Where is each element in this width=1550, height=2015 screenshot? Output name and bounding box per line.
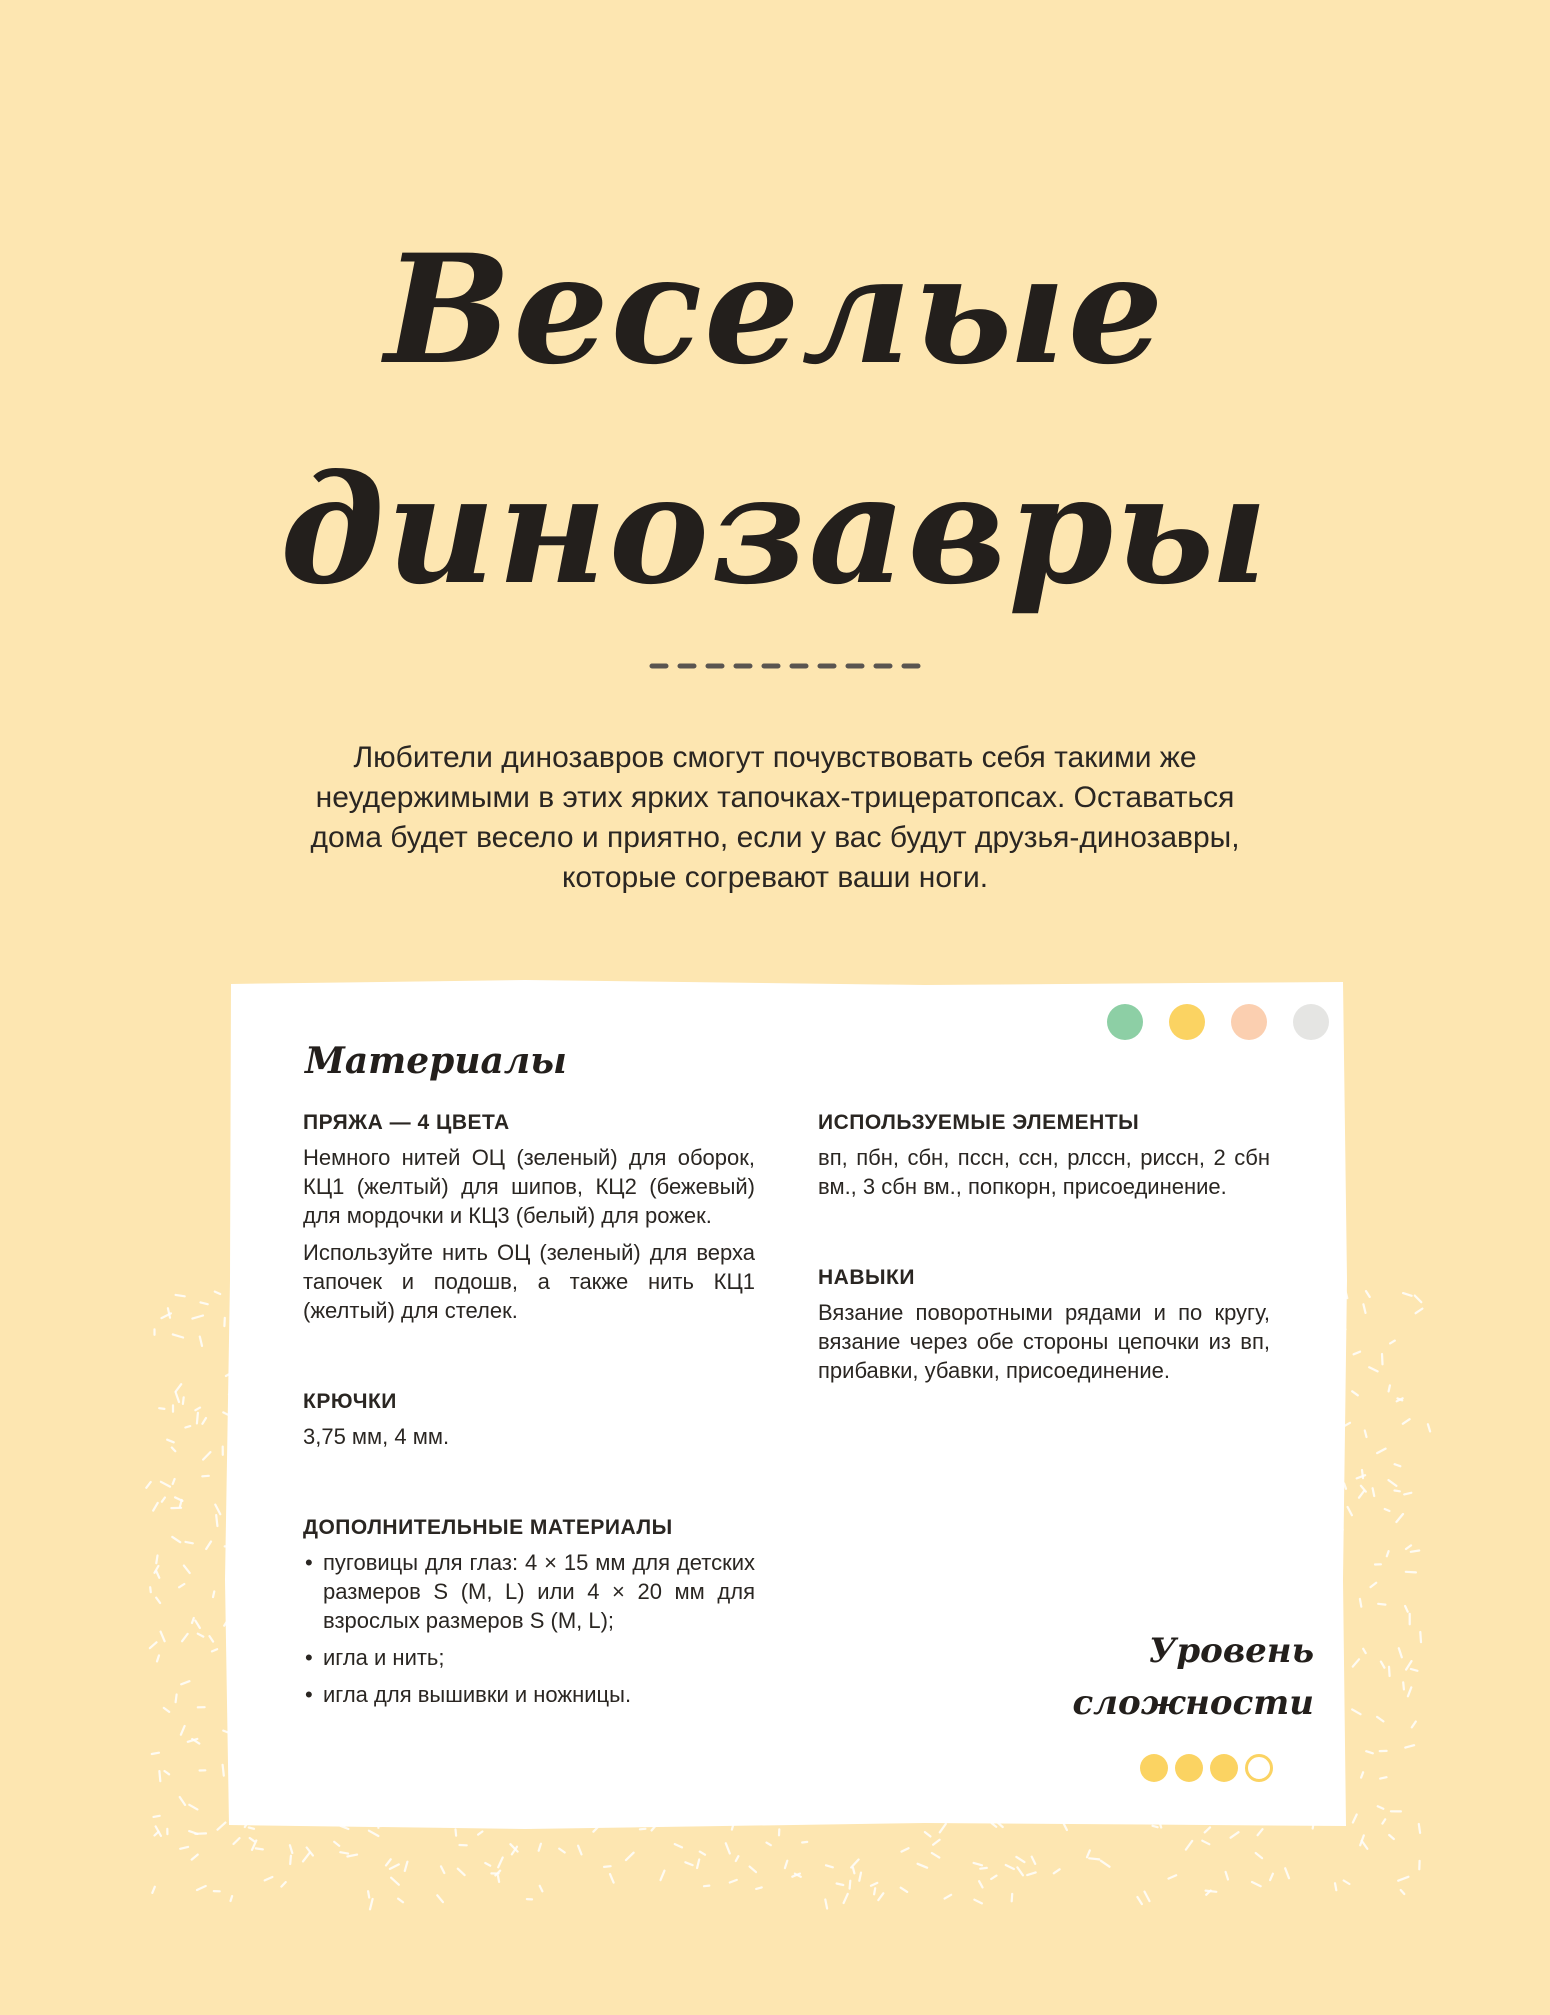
- sprinkle: [1252, 1882, 1261, 1886]
- sprinkle: [1087, 1850, 1090, 1857]
- sprinkle: [1186, 1841, 1192, 1850]
- sprinkle: [1362, 1470, 1363, 1478]
- sprinkle: [1371, 1583, 1377, 1587]
- sprinkle: [1226, 1872, 1228, 1880]
- left-column: [303, 1108, 755, 1717]
- sprinkle: [173, 1334, 183, 1337]
- sprinkle: [153, 1503, 158, 1511]
- sprinkle: [1389, 1667, 1390, 1676]
- sprinkle: [172, 1448, 176, 1452]
- sprinkle: [1354, 1352, 1361, 1355]
- sprinkle: [1017, 1867, 1023, 1875]
- sprinkle: [1352, 1709, 1360, 1714]
- sprinkle: [203, 1452, 210, 1460]
- sprinkle: [853, 1868, 855, 1874]
- sprinkle: [182, 1634, 188, 1641]
- right-column: [818, 1108, 1270, 1393]
- sprinkle: [180, 1797, 185, 1805]
- hooks-text: 3,75 мм, 4 мм.: [303, 1424, 450, 1449]
- sprinkle: [1369, 1367, 1377, 1371]
- sprinkle: [1406, 1545, 1411, 1549]
- sprinkle: [1352, 1391, 1358, 1395]
- sprinkle: [176, 1384, 182, 1391]
- sprinkle: [202, 1418, 206, 1424]
- sprinkle: [685, 1862, 692, 1865]
- sprinkle: [932, 1853, 939, 1858]
- sprinkle: [197, 1413, 198, 1424]
- sprinkle: [456, 1829, 457, 1835]
- sprinkle: [1366, 1751, 1373, 1753]
- sprinkle: [1366, 1291, 1370, 1297]
- sprinkle: [1353, 1659, 1359, 1666]
- sprinkle: [159, 1408, 164, 1409]
- sprinkle: [152, 1753, 159, 1754]
- sprinkle: [164, 1708, 169, 1712]
- sprinkle: [1396, 1514, 1403, 1522]
- sprinkle: [902, 1848, 909, 1851]
- sprinkle: [212, 1649, 217, 1651]
- sprinkle: [441, 1866, 444, 1873]
- skills-title: НАВЫКИ: [818, 1266, 915, 1289]
- sprinkle: [610, 1874, 614, 1883]
- sprinkle: [198, 1634, 204, 1637]
- sprinkle: [661, 1871, 665, 1881]
- sprinkle: [1387, 1551, 1389, 1556]
- sprinkle: [1403, 1293, 1412, 1296]
- sprinkle: [1399, 1648, 1402, 1657]
- sprinkle: [1270, 1874, 1273, 1880]
- sprinkle: [736, 1856, 739, 1861]
- sprinkle: [1054, 1869, 1060, 1873]
- sprinkle: [704, 1886, 709, 1887]
- sprinkle: [157, 1655, 159, 1661]
- sprinkle: [1359, 1491, 1364, 1498]
- sprinkle: [767, 1843, 771, 1846]
- sprinkle: [215, 1505, 220, 1515]
- sprinkle: [871, 1883, 877, 1886]
- sprinkle: [250, 1838, 254, 1841]
- sprinkle: [176, 1392, 179, 1402]
- sprinkle: [901, 1888, 908, 1892]
- list-item: • игла и нить;: [303, 1643, 755, 1672]
- sprinkle: [195, 1408, 200, 1411]
- sprinkle: [290, 1845, 292, 1853]
- sprinkle: [1395, 1491, 1400, 1492]
- sprinkle: [559, 1849, 565, 1853]
- sprinkle: [206, 1542, 211, 1550]
- sprinkle: [347, 1855, 357, 1857]
- sprinkle: [223, 1765, 224, 1776]
- difficulty-dot: [1245, 1754, 1273, 1782]
- sprinkle: [1231, 1832, 1239, 1838]
- sprinkle: [1405, 1606, 1408, 1612]
- sprinkle: [974, 1900, 982, 1904]
- sprinkle: [874, 1888, 875, 1894]
- sprinkle: [195, 1621, 200, 1628]
- sprinkle: [156, 1556, 157, 1564]
- sprinkle: [933, 1840, 940, 1845]
- list-item: • пуговицы для глаз: 4 × 15 мм для детских размеров S (M, L) или 4 × 20 мм для взрослых размеров S (M, L);: [303, 1548, 755, 1635]
- sprinkle: [1401, 1890, 1405, 1894]
- sprinkle: [700, 1852, 705, 1855]
- sprinkle: [1353, 1815, 1357, 1823]
- sprinkle: [281, 1882, 285, 1887]
- sprinkle: [167, 1440, 174, 1443]
- sprinkle: [161, 1482, 170, 1487]
- sprinkle: [991, 1876, 996, 1879]
- sprinkle: [176, 1695, 177, 1703]
- sprinkle: [181, 1681, 189, 1684]
- elements-title: ИСПОЛЬЗУЕМЫЕ ЭЛЕМЕНТЫ: [818, 1111, 1140, 1134]
- difficulty-line-2: сложности: [1072, 1683, 1314, 1723]
- difficulty-dot: [1175, 1754, 1203, 1782]
- sprinkle: [498, 1858, 503, 1868]
- sprinkle: [368, 1891, 369, 1897]
- sprinkle: [154, 1816, 160, 1817]
- sprinkle: [215, 1292, 220, 1294]
- sprinkle: [398, 1899, 403, 1903]
- sprinkle: [750, 1867, 756, 1873]
- sprinkle: [1411, 1669, 1418, 1671]
- sprinkle: [1408, 1687, 1411, 1696]
- sprinkle: [165, 1771, 170, 1774]
- sprinkle: [192, 1618, 194, 1623]
- sprinkle: [391, 1878, 399, 1885]
- sprinkle: [1169, 1875, 1177, 1878]
- sprinkle: [844, 1894, 848, 1903]
- sprinkle: [210, 1636, 214, 1641]
- sprinkle: [1405, 1745, 1414, 1747]
- sprinkle: [1145, 1892, 1150, 1902]
- sprinkle: [1389, 1480, 1397, 1486]
- sprinkle: [498, 1876, 499, 1882]
- sprinkle: [340, 1852, 348, 1853]
- yarn-paragraph-2: Используйте нить ОЦ (зеленый) для верха тапочек и подошв, а также нить КЦ1 (желтый) для стелек.: [303, 1240, 755, 1323]
- sprinkle: [1385, 1509, 1390, 1511]
- sprinkle: [1381, 1662, 1385, 1668]
- sprinkle: [802, 1842, 807, 1843]
- dashed-divider: [640, 656, 940, 676]
- sprinkle: [290, 1856, 291, 1864]
- sprinkle: [1027, 1872, 1036, 1875]
- extra-materials-list: [303, 1548, 755, 1709]
- sprinkle: [1406, 1572, 1416, 1573]
- sprinkle: [1202, 1841, 1209, 1845]
- sprinkle: [1420, 1632, 1421, 1642]
- difficulty-line-1: Уровень: [1148, 1631, 1314, 1671]
- sprinkle: [189, 1805, 197, 1810]
- sprinkle: [945, 1895, 952, 1899]
- sprinkle: [192, 1855, 198, 1860]
- sprinkle: [201, 1302, 208, 1304]
- sprinkle: [675, 1844, 682, 1847]
- sprinkle: [1365, 1431, 1367, 1438]
- sprinkle: [1361, 1772, 1363, 1777]
- sprinkle: [156, 1571, 159, 1578]
- color-dot-green: [1107, 1004, 1143, 1040]
- sprinkle: [1419, 1824, 1420, 1833]
- sprinkle: [265, 1877, 273, 1880]
- sprinkle: [1016, 1857, 1024, 1862]
- sprinkle: [1206, 1891, 1217, 1892]
- difficulty-dot: [1140, 1754, 1168, 1782]
- sprinkle: [730, 1880, 737, 1883]
- difficulty-heading: [1072, 1625, 1314, 1729]
- sprinkle: [1403, 1419, 1410, 1424]
- sprinkle: [756, 1887, 762, 1889]
- sprinkle: [578, 1846, 581, 1855]
- sprinkle: [189, 1831, 197, 1834]
- sprinkle: [825, 1900, 827, 1909]
- sprinkle: [183, 1397, 184, 1404]
- sprinkle: [1428, 1424, 1430, 1431]
- list-item: • игла для вышивки и ножницы.: [303, 1680, 755, 1709]
- sprinkle: [152, 1887, 155, 1893]
- sprinkle: [925, 1832, 931, 1836]
- sprinkle: [1101, 1861, 1110, 1867]
- page-title-line-2: динозавры: [280, 442, 1270, 618]
- sprinkle: [1360, 1599, 1361, 1607]
- sprinkle: [150, 1587, 151, 1592]
- sprinkle: [1382, 1819, 1385, 1823]
- sprinkle: [918, 1864, 928, 1868]
- sprinkle: [176, 1295, 185, 1296]
- sprinkle: [1032, 1857, 1036, 1864]
- sprinkle: [785, 1861, 787, 1868]
- sprinkle: [1256, 1853, 1262, 1858]
- extra-materials-title: ДОПОЛНИТЕЛЬНЫЕ МАТЕРИАЛЫ: [303, 1516, 673, 1539]
- sprinkle: [172, 1537, 180, 1542]
- sprinkle: [1344, 1881, 1350, 1885]
- color-dot-yellow: [1169, 1004, 1205, 1040]
- sprinkle: [386, 1859, 391, 1865]
- sprinkle: [179, 1584, 184, 1587]
- sprinkle: [1389, 1385, 1390, 1391]
- sprinkle: [726, 1843, 730, 1853]
- sprinkle: [197, 1886, 206, 1890]
- hooks-title: КРЮЧКИ: [303, 1390, 397, 1413]
- page-title-line-1: Веселые: [384, 222, 1166, 398]
- sprinkle: [192, 1316, 203, 1319]
- sprinkle: [231, 1896, 233, 1901]
- sprinkle: [697, 1860, 699, 1869]
- sprinkle: [1006, 1865, 1014, 1869]
- sprinkle: [1389, 1835, 1394, 1839]
- materials-card: [225, 980, 1350, 1830]
- sprinkle: [1377, 1717, 1383, 1722]
- yarn-paragraph-1: Немного нитей ОЦ (зеленый) для оборок, КЦ1 (желтый) для шипов, КЦ2 (бежевый) для мордочки и КЦ3 (белый) для рожек.: [303, 1145, 755, 1228]
- sprinkle: [485, 1863, 490, 1866]
- elements-text: вп, пбн, сбн, пссн, ссн, рлссн, риссн, 2 сбн вм., 3 сбн вм., попкорн, присоединение.: [818, 1145, 1270, 1199]
- sprinkle: [1416, 1309, 1423, 1314]
- sprinkle: [184, 1566, 190, 1573]
- sprinkle: [162, 1498, 165, 1502]
- sprinkle: [159, 1771, 160, 1781]
- skills-text: Вязание поворотными рядами и по кругу, вязание через обе стороны цепочки из вп, прибавки, убавки, присоединение.: [818, 1300, 1270, 1383]
- sprinkle: [974, 1863, 982, 1865]
- sprinkle: [1373, 1488, 1375, 1496]
- sprinkle: [369, 1831, 379, 1836]
- sprinkle: [604, 1866, 611, 1867]
- difficulty-dot: [1210, 1754, 1238, 1782]
- sprinkle: [150, 1642, 157, 1648]
- sprinkle: [539, 1844, 541, 1851]
- sprinkle: [837, 1884, 844, 1886]
- sprinkle: [826, 1865, 833, 1867]
- sprinkle: [1378, 1806, 1384, 1809]
- sprinkle: [1412, 1722, 1416, 1728]
- sprinkle: [626, 1853, 634, 1860]
- sprinkle: [478, 1832, 482, 1835]
- sprinkle: [1411, 1551, 1419, 1552]
- sprinkle: [1363, 1649, 1366, 1653]
- sprinkle: [390, 1864, 399, 1869]
- sprinkle: [980, 1868, 987, 1869]
- sprinkle: [173, 1479, 175, 1484]
- sprinkle: [405, 1862, 408, 1871]
- sprinkle: [1137, 1897, 1142, 1904]
- color-dot-grey: [1293, 1004, 1329, 1040]
- sprinkle: [1285, 1868, 1289, 1878]
- sprinkle: [334, 1842, 339, 1846]
- sprinkle: [850, 1881, 851, 1889]
- sprinkle: [859, 1873, 861, 1881]
- sprinkle: [1363, 1304, 1365, 1313]
- sprinkle: [234, 1838, 240, 1844]
- yarn-title: ПРЯЖА — 4 ЦВЕТА: [303, 1111, 510, 1134]
- sprinkle: [1258, 1829, 1263, 1835]
- sprinkle: [216, 1515, 217, 1526]
- sprinkle: [1012, 1894, 1013, 1902]
- sprinkle: [1378, 1604, 1385, 1605]
- sprinkle: [1089, 1858, 1099, 1859]
- sprinkle: [458, 1869, 465, 1875]
- sprinkle: [185, 1426, 190, 1427]
- sprinkle: [1403, 1682, 1404, 1689]
- sprinkle: [1390, 1341, 1395, 1344]
- sprinkle: [303, 1853, 310, 1862]
- sprinkle: [1335, 1883, 1336, 1890]
- sprinkle: [1404, 1493, 1411, 1495]
- sprinkle: [161, 1632, 165, 1642]
- sprinkle: [256, 1848, 263, 1849]
- sprinkle: [200, 1337, 202, 1346]
- sprinkle: [1395, 1464, 1401, 1466]
- sprinkle: [979, 1881, 982, 1887]
- sprinkle: [156, 1598, 160, 1603]
- sprinkle: [146, 1482, 150, 1488]
- sprinkle: [437, 1895, 443, 1902]
- materials-heading: Материалы: [305, 1040, 567, 1082]
- sprinkle: [540, 1886, 543, 1892]
- sprinkle: [181, 1726, 185, 1735]
- sprinkle: [851, 1860, 858, 1868]
- intro-paragraph: Любители динозавров смогут почувствовать себя такими же неудержимыми в этих ярких тапочках-трицератопсах. Оставаться дома будет весело и приятно, если у вас будут друзья-динозавры, которые согревают ваши ноги.: [310, 741, 1240, 894]
- sprinkle: [1362, 1841, 1368, 1849]
- sprinkle: [1415, 1296, 1422, 1303]
- color-dot-peach: [1231, 1004, 1267, 1040]
- sprinkle: [1398, 1877, 1408, 1881]
- sprinkle: [180, 1847, 188, 1849]
- sprinkle: [1380, 1777, 1386, 1778]
- sprinkle: [186, 1542, 193, 1543]
- sprinkle: [1377, 1449, 1386, 1454]
- sprinkle: [213, 1591, 214, 1597]
- sprinkle: [370, 1899, 373, 1909]
- sprinkle: [1382, 1354, 1383, 1364]
- sprinkle: [878, 1893, 883, 1900]
- sprinkle: [202, 1476, 209, 1477]
